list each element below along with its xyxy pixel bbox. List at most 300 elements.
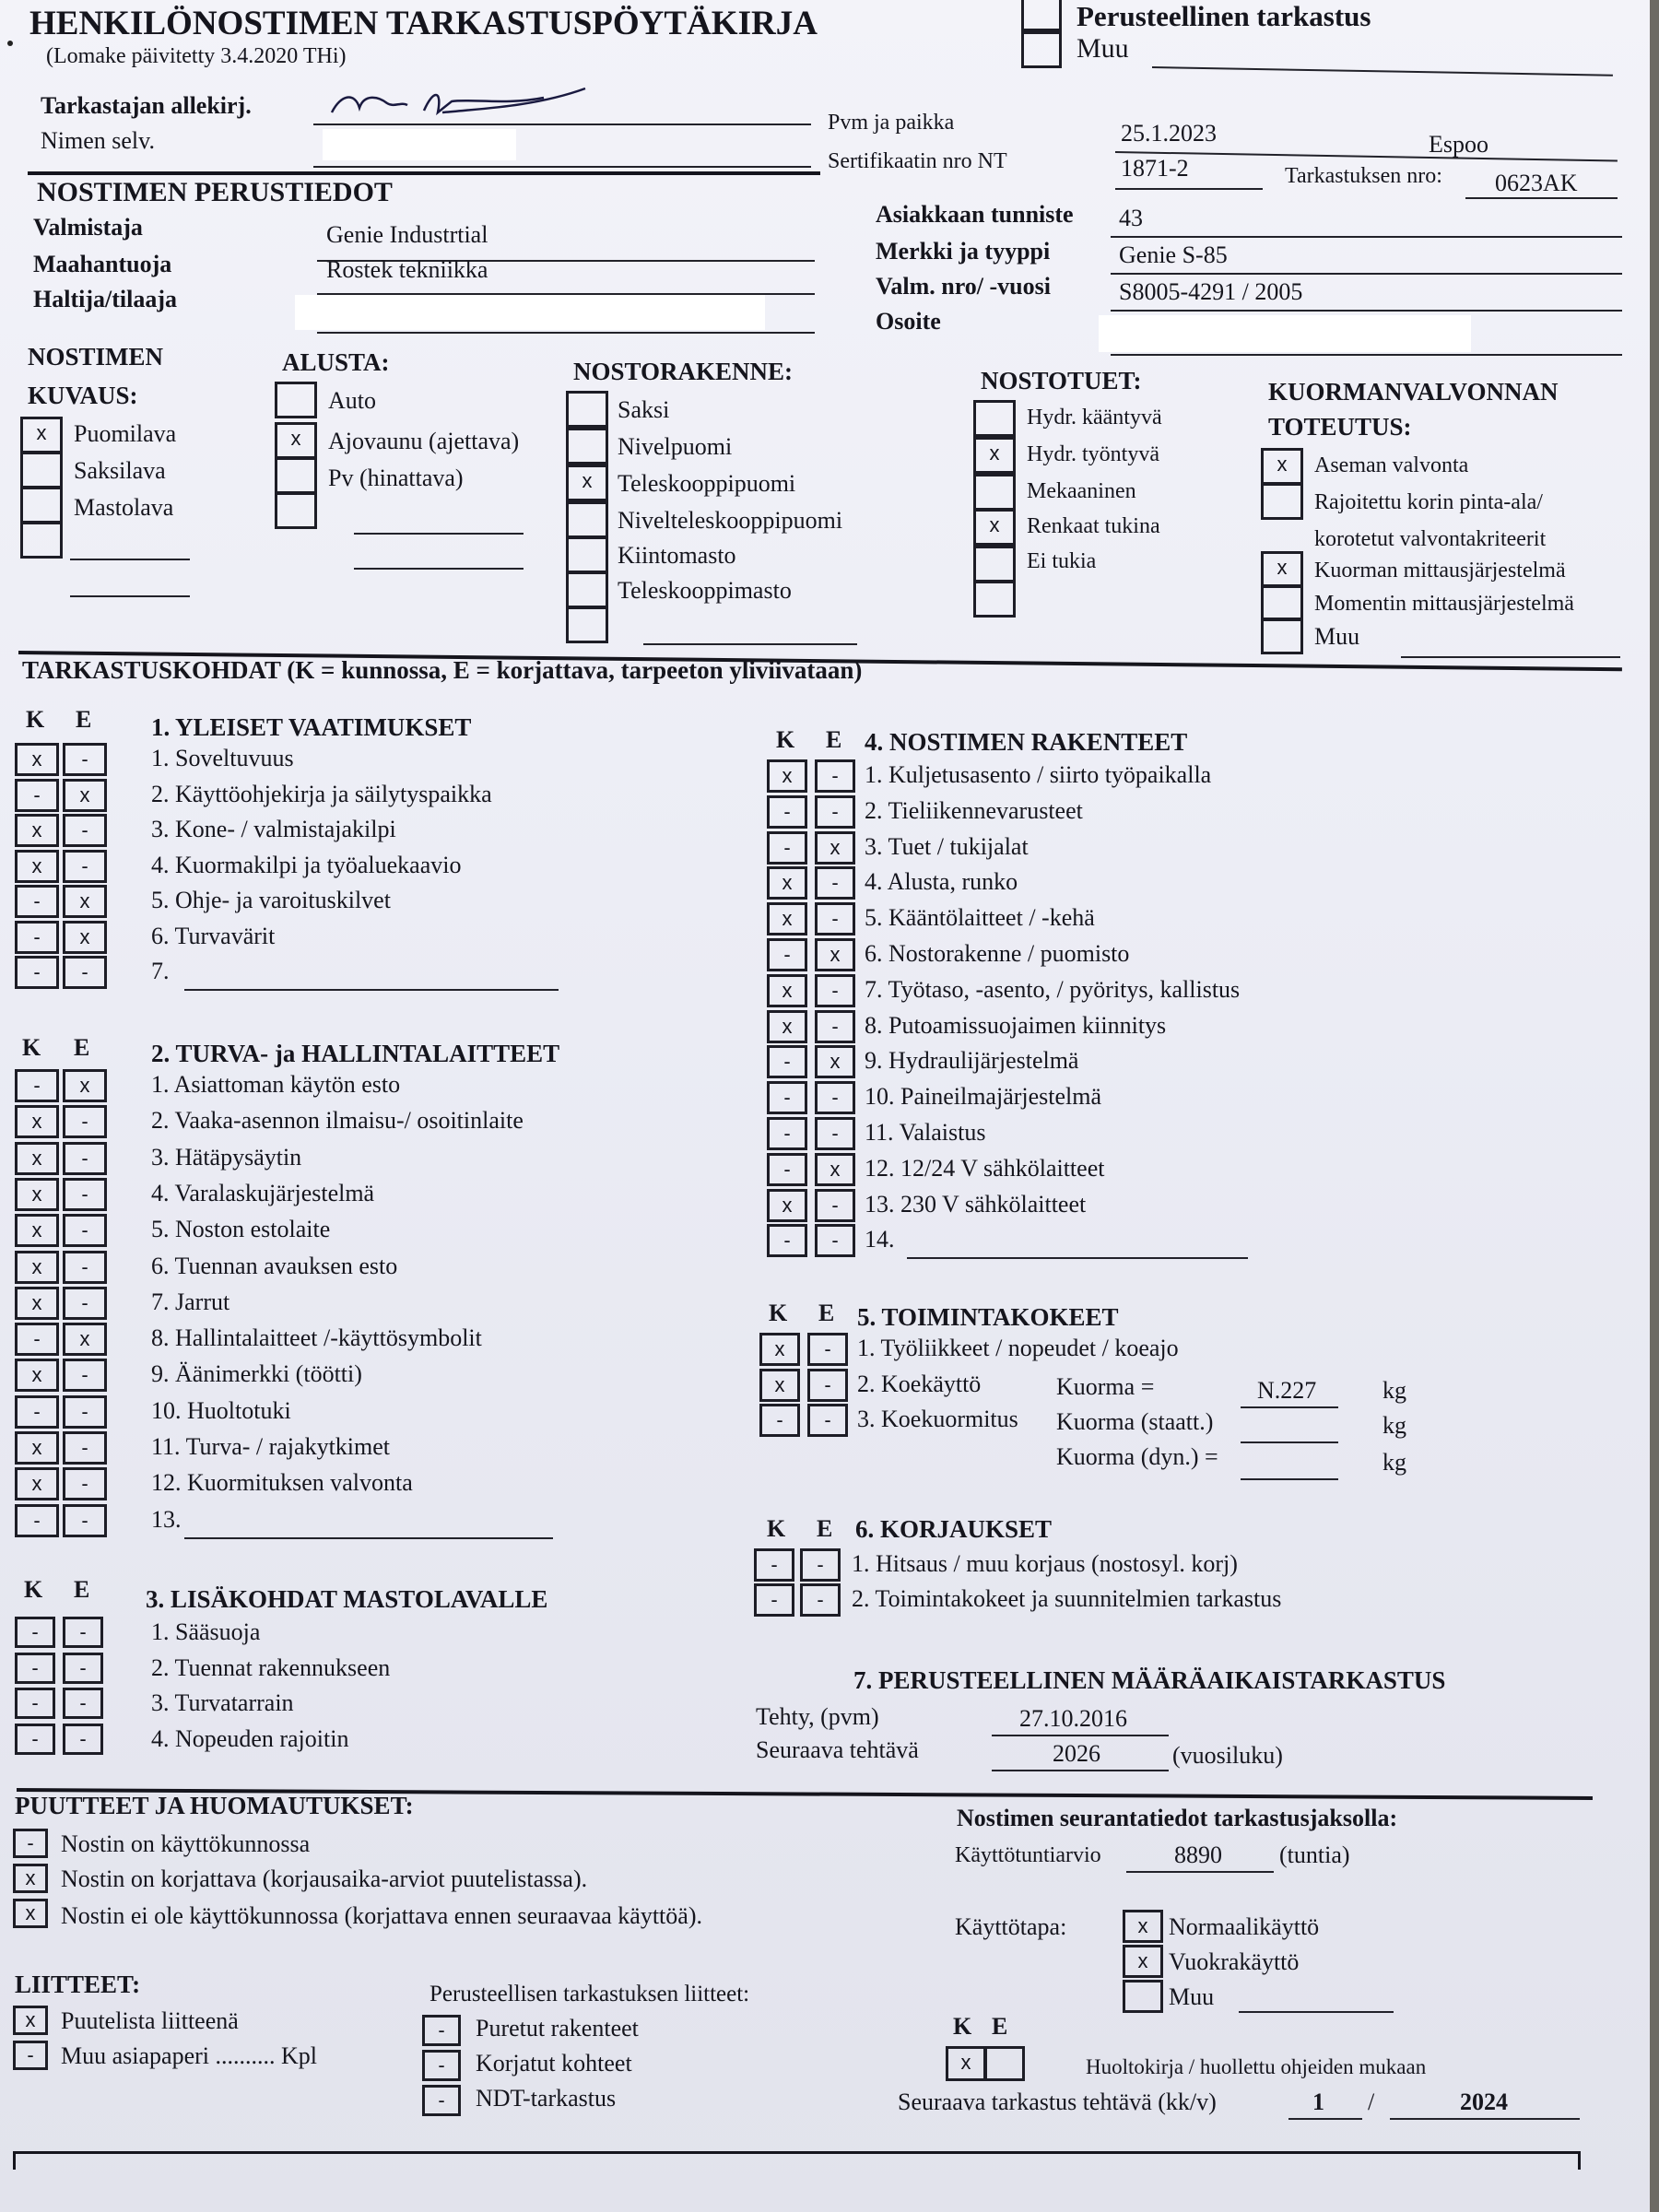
s2-item-1-e-checkbox[interactable]: x (63, 1069, 107, 1102)
desc-mast-label: Mastolava (74, 494, 174, 521)
bottom-divider (13, 2151, 1580, 2154)
nostorakenne-title: NOSTORAKENNE: (573, 358, 794, 385)
usage-other-label: Muu (1169, 1983, 1215, 2010)
s7-done-value: 27.10.2016 (1019, 1705, 1127, 1732)
s4-item-3-label: 3. Tuet / tukijalat (865, 832, 1029, 860)
s5-e-header: E (818, 1300, 835, 1326)
bottom-left-tick (13, 2151, 16, 2170)
structure-telescopic-mast-label: Teleskooppimasto (618, 577, 792, 604)
s1-k-header: K (26, 706, 45, 733)
s6-title: 6. KORJAUKSET (855, 1515, 1053, 1543)
s2-item-10-label: 10. Huoltotuki (151, 1396, 291, 1424)
attachments-title: LIITTEET: (15, 1971, 141, 1998)
s1-item-1-e-checkbox[interactable]: - (63, 743, 107, 776)
s4-item-12-e-checkbox[interactable]: x (815, 1153, 855, 1186)
s2-item-2-label: 2. Vaaka-asennon ilmaisu-/ osoitinlaite (151, 1107, 524, 1135)
structure-telescopic-checkbox[interactable]: x (566, 465, 608, 501)
s5-item-1-e-checkbox[interactable]: - (807, 1333, 848, 1366)
structure-scissor-checkbox[interactable] (566, 391, 608, 428)
moment-measuring-label: Momentin mittausjärjestelmä (1314, 592, 1574, 616)
s5-item-2-e-checkbox[interactable]: - (807, 1369, 848, 1402)
serial-label: Valm. nro/ -vuosi (876, 273, 1051, 300)
s2-item-3-label: 3. Hätäpysäytin (151, 1143, 302, 1171)
load2-label: Kuorma (staatt.) (1056, 1408, 1214, 1435)
s2-item-2-e-checkbox[interactable]: - (63, 1105, 107, 1138)
description-title-1: NOSTIMEN (28, 343, 164, 371)
s4-item-8-k-checkbox[interactable]: x (767, 1010, 807, 1043)
s5-title: 5. TOIMINTAKOKEET (857, 1303, 1119, 1331)
s4-item-14-k-checkbox[interactable]: - (767, 1224, 807, 1257)
s6-item-1-label: 1. Hitsaus / muu korjaus (nostosyl. korj) (852, 1550, 1238, 1577)
s2-item-5-k-checkbox[interactable]: x (15, 1214, 59, 1247)
date-value: 25.1.2023 (1121, 120, 1217, 147)
load-other-line (1401, 656, 1620, 658)
structure-articulated-checkbox[interactable] (566, 428, 608, 465)
s4-blank-line (907, 1257, 1248, 1259)
alusta-drivable-checkbox[interactable]: x (275, 422, 317, 459)
owner-label: Haltija/tilaaja (33, 286, 177, 312)
name-line (313, 166, 811, 168)
remark-unusable-checkbox[interactable]: x (13, 1899, 48, 1928)
desc-other-line-2 (70, 595, 190, 597)
s2-item-10-k-checkbox[interactable]: - (15, 1395, 59, 1429)
support-none-label: Ei tukia (1027, 549, 1097, 573)
nostotuet-title: NOSTOTUET: (981, 367, 1142, 394)
thorough-repaired-label: Korjatut kohteet (476, 2050, 632, 2077)
s4-item-6-e-checkbox[interactable]: x (815, 938, 855, 971)
s1-item-3-label: 3. Kone- / valmistajakilpi (151, 816, 396, 842)
structure-articulated-telescopic-label: Nivelteleskooppipuomi (618, 507, 843, 534)
certificate-value: 1871-2 (1121, 155, 1189, 182)
service-k-header: K (953, 2013, 972, 2040)
s5-item-3-k-checkbox[interactable]: - (759, 1404, 800, 1437)
owner-line (317, 332, 815, 334)
make-type-value: Genie S-85 (1119, 241, 1228, 268)
s4-item-10-k-checkbox[interactable]: - (767, 1081, 807, 1114)
s1-item-1-k-checkbox[interactable]: x (15, 743, 59, 776)
remark-usable-checkbox[interactable]: - (13, 1829, 48, 1858)
s2-item-4-e-checkbox[interactable]: - (63, 1178, 107, 1211)
s2-item-4-label: 4. Varalaskujärjestelmä (151, 1179, 375, 1206)
s4-item-2-e-checkbox[interactable]: - (815, 795, 855, 829)
manufacturer-value: Genie Industrtial (326, 221, 488, 248)
s2-item-11-label: 11. Turva- / rajakytkimet (151, 1433, 391, 1460)
support-none-checkbox[interactable] (973, 546, 1016, 582)
load-restricted-checkbox[interactable] (1261, 483, 1303, 520)
bottom-right-tick (1578, 2151, 1581, 2170)
alusta-auto-label: Auto (328, 387, 376, 414)
s2-item-6-label: 6. Tuennan avauksen esto (151, 1252, 398, 1279)
s1-item-6-label: 6. Turvavärit (151, 922, 276, 949)
s2-item-1-label: 1. Asiattoman käytön esto (151, 1071, 401, 1098)
s2-item-12-k-checkbox[interactable]: x (15, 1467, 59, 1500)
s7-next-unit: (vuosiluku) (1172, 1742, 1283, 1769)
s4-item-9-k-checkbox[interactable]: - (767, 1045, 807, 1078)
s2-item-8-label: 8. Hallintalaitteet /-käyttösymbolit (151, 1324, 482, 1352)
s3-item-2-k-checkbox[interactable]: - (15, 1653, 55, 1684)
service-e-checkbox[interactable] (984, 2046, 1025, 2081)
s6-item-2-label: 2. Toimintakokeet ja suunnitelmien tarkastus (852, 1585, 1282, 1612)
s4-item-12-k-checkbox[interactable]: - (767, 1153, 807, 1186)
s3-item-2-label: 2. Tuennat rakennukseen (151, 1653, 391, 1681)
s7-next-value: 2026 (1053, 1740, 1100, 1767)
alusta-other-line-2 (354, 568, 524, 570)
type-other-checkbox[interactable] (1021, 31, 1062, 68)
usage-other-checkbox[interactable] (1123, 1980, 1163, 2013)
serial-line (1111, 310, 1622, 312)
load1-label: Kuorma = (1056, 1373, 1155, 1400)
attachment-defects-checkbox[interactable]: x (13, 2006, 48, 2035)
s4-item-11-label: 11. Valaistus (865, 1119, 986, 1146)
alusta-towed-label: Pv (hinattava) (328, 465, 464, 491)
structure-fixed-mast-checkbox[interactable] (566, 536, 608, 573)
s1-item-2-k-checkbox[interactable]: - (15, 779, 59, 812)
structure-articulated-telescopic-checkbox[interactable] (566, 501, 608, 538)
s4-title: 4. NOSTIMEN RAKENTEET (865, 728, 1188, 756)
s1-item-4-label: 4. Kuormakilpi ja työaluekaavio (151, 851, 462, 878)
s2-item-13-label: 13. (151, 1505, 182, 1533)
load-position-checkbox[interactable]: x (1261, 448, 1303, 485)
desc-boom-checkbox[interactable]: x (20, 417, 63, 453)
structure-scissor-label: Saksi (618, 396, 670, 423)
next-month-line (1288, 2118, 1362, 2120)
s1-item-3-e-checkbox[interactable]: - (63, 814, 107, 847)
support-hydr-extend-label: Hydr. työntyvä (1027, 442, 1159, 466)
hours-label: Käyttötuntiarvio (955, 1843, 1101, 1867)
desc-boom-label: Puomilava (74, 420, 177, 447)
s4-item-12-label: 12. 12/24 V sähkölaitteet (865, 1154, 1105, 1182)
owner-redaction (295, 295, 765, 330)
description-title-2: KUVAUS: (28, 382, 138, 409)
desc-scissor-label: Saksilava (74, 457, 166, 484)
s4-item-1-e-checkbox[interactable]: - (815, 759, 855, 793)
type-thorough-checkbox[interactable] (1021, 0, 1062, 31)
form-title: HENKILÖNOSTIMEN TARKASTUSPÖYTÄKIRJA (29, 5, 818, 42)
remark-repair-label: Nostin on korjattava (korjausaika-arviot puutelistassa). (61, 1865, 588, 1892)
thorough-ndt-checkbox[interactable]: - (422, 2085, 461, 2116)
s2-item-5-e-checkbox[interactable]: - (63, 1214, 107, 1247)
attachment-defects-label: Puutelista liitteenä (61, 2007, 239, 2034)
load1-unit: kg (1382, 1377, 1406, 1404)
s7-next-line (992, 1770, 1169, 1771)
s4-item-5-e-checkbox[interactable]: - (815, 902, 855, 935)
s1-item-6-e-checkbox[interactable]: x (63, 921, 107, 954)
s5-item-3-label: 3. Koekuormitus (857, 1406, 1018, 1432)
usage-other-line (1239, 2011, 1394, 2013)
desc-other-line-1 (70, 559, 190, 560)
s1-item-3-k-checkbox[interactable]: x (15, 814, 59, 847)
s1-item-5-k-checkbox[interactable]: - (15, 885, 59, 918)
s1-item-5-e-checkbox[interactable]: x (63, 885, 107, 918)
usage-normal-checkbox[interactable]: x (1123, 1910, 1163, 1943)
next-inspection-label: Seuraava tarkastus tehtävä (kk/v) (898, 2088, 1217, 2115)
support-wheels-checkbox[interactable]: x (973, 509, 1016, 546)
s4-k-header: K (776, 726, 795, 753)
s2-item-3-k-checkbox[interactable]: x (15, 1142, 59, 1175)
address-label: Osoite (876, 308, 941, 335)
s4-item-3-e-checkbox[interactable]: x (815, 831, 855, 865)
s2-item-7-k-checkbox[interactable]: x (15, 1287, 59, 1320)
type-other-label: Muu (1077, 33, 1129, 64)
s3-item-3-e-checkbox[interactable]: - (63, 1688, 103, 1719)
s4-item-7-k-checkbox[interactable]: x (767, 974, 807, 1007)
s5-item-1-label: 1. Työliikkeet / nopeudet / koeajo (857, 1335, 1179, 1361)
basic-info-title: NOSTIMEN PERUSTIEDOT (37, 177, 393, 207)
type-thorough-label: Perusteellinen tarkastus (1077, 0, 1371, 32)
desc-other-checkbox[interactable] (20, 522, 63, 559)
certificate-line (1115, 188, 1263, 190)
load-other-checkbox[interactable] (1261, 618, 1303, 654)
s4-item-9-label: 9. Hydraulijärjestelmä (865, 1047, 1079, 1075)
s2-item-13-k-checkbox[interactable]: - (15, 1504, 59, 1537)
s7-title: 7. PERUSTEELLINEN MÄÄRÄAIKAISTARKASTUS (853, 1666, 1446, 1694)
attachment-other-checkbox[interactable]: - (13, 2041, 48, 2070)
s3-item-3-label: 3. Turvatarrain (151, 1689, 294, 1716)
s2-item-6-e-checkbox[interactable]: - (63, 1251, 107, 1284)
usage-rental-label: Vuokrakäyttö (1169, 1948, 1300, 1975)
place-value: Espoo (1429, 131, 1488, 158)
alusta-other-checkbox[interactable] (275, 492, 317, 529)
alusta-auto-checkbox[interactable] (275, 382, 317, 418)
desc-mast-checkbox[interactable] (20, 487, 63, 524)
s4-item-1-label: 1. Kuljetusasento / siirto työpaikalla (865, 761, 1212, 788)
s2-item-11-k-checkbox[interactable]: x (15, 1431, 59, 1465)
s1-item-2-label: 2. Käyttöohjekirja ja säilytyspaikka (151, 780, 492, 807)
support-hydr-extend-checkbox[interactable]: x (973, 437, 1016, 474)
alusta-towed-checkbox[interactable] (275, 457, 317, 494)
importer-value: Rostek tekniikka (326, 256, 488, 283)
s3-item-4-label: 4. Nopeuden rajoitin (151, 1724, 349, 1752)
s7-done-line (992, 1735, 1169, 1736)
next-inspection-slash: / (1368, 2088, 1375, 2115)
make-type-label: Merkki ja tyyppi (876, 238, 1051, 265)
s2-item-2-k-checkbox[interactable]: x (15, 1105, 59, 1138)
s4-item-8-e-checkbox[interactable]: - (815, 1010, 855, 1043)
next-inspection-year: 2024 (1460, 2088, 1508, 2115)
tracking-title: Nostimen seurantatiedot tarkastusjaksolla: (957, 1805, 1398, 1831)
thorough-dismantled-label: Puretut rakenteet (476, 2015, 639, 2041)
service-label: Huoltokirja / huollettu ohjeiden mukaan (1086, 2055, 1427, 2078)
importer-label: Maahantuoja (33, 251, 172, 277)
inspection-no-value: 0623AK (1495, 170, 1578, 196)
usage-normal-label: Normaalikäyttö (1169, 1913, 1320, 1940)
s4-item-11-e-checkbox[interactable]: - (815, 1117, 855, 1150)
s6-item-1-e-checkbox[interactable]: - (800, 1548, 841, 1582)
s3-item-4-k-checkbox[interactable]: - (15, 1724, 55, 1755)
attachment-other-label: Muu asiapaperi .......... Kpl (61, 2042, 318, 2069)
s4-item-6-label: 6. Nostorakenne / puomisto (865, 940, 1130, 967)
load-measuring-checkbox[interactable]: x (1261, 551, 1303, 588)
s4-item-14-e-checkbox[interactable]: - (815, 1224, 855, 1257)
customer-id-line (1111, 236, 1622, 238)
s4-item-5-k-checkbox[interactable]: x (767, 902, 807, 935)
hours-value: 8890 (1174, 1841, 1222, 1868)
customer-id-label: Asiakkaan tunniste (876, 201, 1074, 228)
thorough-dismantled-checkbox[interactable]: - (422, 2015, 461, 2046)
s6-item-2-k-checkbox[interactable]: - (754, 1583, 794, 1617)
address-redaction (1099, 315, 1471, 352)
s7-done-label: Tehty, (pvm) (756, 1703, 879, 1730)
s4-item-9-e-checkbox[interactable]: x (815, 1045, 855, 1078)
s4-item-14-label: 14. (865, 1226, 895, 1253)
load-monitoring-title-1: KUORMANVALVONNAN (1268, 378, 1559, 406)
date-place-label: Pvm ja paikka (828, 111, 955, 135)
structure-telescopic-mast-checkbox[interactable] (566, 571, 608, 608)
hours-unit: (tuntia) (1279, 1841, 1350, 1868)
s2-item-5-label: 5. Noston estolaite (151, 1216, 331, 1243)
s2-item-4-k-checkbox[interactable]: x (15, 1178, 59, 1211)
remark-usable-label: Nostin on käyttökunnossa (61, 1830, 311, 1857)
load1-line (1241, 1406, 1338, 1408)
s2-item-10-e-checkbox[interactable]: - (63, 1395, 107, 1429)
usage-rental-checkbox[interactable]: x (1123, 1945, 1163, 1978)
inspection-no-label: Tarkastuksen nro: (1285, 164, 1442, 188)
s4-item-6-k-checkbox[interactable]: - (767, 938, 807, 971)
remark-repair-checkbox[interactable]: x (13, 1864, 48, 1893)
s5-item-2-label: 2. Koekäyttö (857, 1370, 982, 1397)
next-year-line (1390, 2118, 1580, 2120)
support-mechanical-checkbox[interactable] (973, 474, 1016, 511)
s1-item-6-k-checkbox[interactable]: - (15, 921, 59, 954)
s6-item-1-k-checkbox[interactable]: - (754, 1548, 794, 1582)
inspection-title: TARKASTUSKOHDAT (K = kunnossa, E = korjattava, tarpeeton yliviivataan) (22, 656, 863, 684)
header-divider (28, 171, 820, 175)
s7-next-label: Seuraava tehtävä (756, 1736, 919, 1763)
s1-item-5-label: 5. Ohje- ja varoituskilvet (151, 887, 391, 913)
s6-item-2-e-checkbox[interactable]: - (800, 1583, 841, 1617)
s2-item-12-label: 12. Kuormituksen valvonta (151, 1469, 413, 1497)
s4-item-3-k-checkbox[interactable]: - (767, 831, 807, 865)
load2-unit: kg (1382, 1412, 1406, 1439)
s4-item-13-k-checkbox[interactable]: x (767, 1189, 807, 1222)
s1-item-7-e-checkbox[interactable]: - (63, 956, 107, 989)
s2-item-11-e-checkbox[interactable]: - (63, 1431, 107, 1465)
moment-measuring-checkbox[interactable] (1261, 584, 1303, 621)
s3-item-1-label: 1. Sääsuoja (151, 1618, 261, 1645)
s1-title: 1. YLEISET VAATIMUKSET (151, 713, 472, 741)
thorough-repaired-checkbox[interactable]: - (422, 2050, 461, 2081)
s4-item-7-e-checkbox[interactable]: - (815, 974, 855, 1007)
alusta-other-line-1 (354, 533, 524, 535)
signature-line (313, 124, 811, 125)
s6-k-header: K (767, 1515, 786, 1542)
s2-item-8-k-checkbox[interactable]: - (15, 1323, 59, 1356)
load-measuring-label: Kuorman mittausjärjestelmä (1314, 559, 1566, 582)
s4-e-header: E (826, 726, 842, 753)
customer-id-value: 43 (1119, 205, 1143, 231)
s3-item-3-k-checkbox[interactable]: - (15, 1688, 55, 1719)
s5-k-header: K (769, 1300, 788, 1326)
next-inspection-month: 1 (1312, 2088, 1324, 2115)
structure-telescopic-label: Teleskooppipuomi (618, 470, 796, 497)
s1-item-4-k-checkbox[interactable]: x (15, 850, 59, 883)
s2-item-12-e-checkbox[interactable]: - (63, 1467, 107, 1500)
s2-item-3-e-checkbox[interactable]: - (63, 1142, 107, 1175)
date-line (1115, 151, 1618, 162)
s1-item-4-e-checkbox[interactable]: - (63, 850, 107, 883)
s2-item-9-e-checkbox[interactable]: - (63, 1359, 107, 1392)
s2-e-header: E (74, 1034, 90, 1061)
s5-item-1-k-checkbox[interactable]: x (759, 1333, 800, 1366)
s3-item-4-e-checkbox[interactable]: - (63, 1724, 103, 1755)
s4-item-2-k-checkbox[interactable]: - (767, 795, 807, 829)
s5-item-2-k-checkbox[interactable]: x (759, 1369, 800, 1402)
address-line (1111, 354, 1622, 356)
s5-item-3-e-checkbox[interactable]: - (807, 1404, 848, 1437)
s6-e-header: E (817, 1515, 833, 1542)
remark-unusable-label: Nostin ei ole käyttökunnossa (korjattava ennen seuraavaa käyttöä). (61, 1902, 702, 1929)
s1-e-header: E (76, 706, 92, 733)
s1-blank-line (184, 989, 559, 991)
hours-line (1126, 1871, 1274, 1873)
s2-item-9-k-checkbox[interactable]: x (15, 1359, 59, 1392)
service-k-checkbox[interactable]: x (946, 2046, 986, 2081)
inspection-no-line (1465, 197, 1618, 199)
s1-item-7-label: 7. (151, 958, 170, 984)
s4-item-2-label: 2. Tieliikennevarusteet (865, 796, 1083, 824)
s2-title: 2. TURVA- ja HALLINTALAITTEET (151, 1040, 560, 1067)
s3-item-1-k-checkbox[interactable]: - (15, 1617, 55, 1648)
s2-item-7-e-checkbox[interactable]: - (63, 1287, 107, 1320)
s4-item-10-e-checkbox[interactable]: - (815, 1081, 855, 1114)
s2-item-13-e-checkbox[interactable]: - (63, 1504, 107, 1537)
make-type-line (1111, 273, 1622, 275)
load-monitoring-title-2: TOTEUTUS: (1268, 413, 1412, 441)
support-hydr-swing-checkbox[interactable] (973, 400, 1016, 437)
load-restricted-label: Rajoitettu korin pinta-ala/ (1314, 490, 1543, 514)
s4-item-5-label: 5. Kääntölaitteet / -kehä (865, 904, 1095, 932)
s4-item-13-e-checkbox[interactable]: - (815, 1189, 855, 1222)
s3-item-1-e-checkbox[interactable]: - (63, 1617, 103, 1648)
s4-item-4-e-checkbox[interactable]: - (815, 866, 855, 900)
s3-item-2-e-checkbox[interactable]: - (63, 1653, 103, 1684)
form-subtitle: (Lomake päivitetty 3.4.2020 THi) (46, 44, 347, 68)
s2-item-8-e-checkbox[interactable]: x (63, 1323, 107, 1356)
support-extra-checkbox[interactable] (973, 581, 1016, 618)
support-wheels-label: Renkaat tukina (1027, 514, 1160, 538)
name-redaction (323, 129, 516, 160)
s2-item-1-k-checkbox[interactable]: - (15, 1069, 59, 1102)
support-hydr-swing-label: Hydr. kääntyvä (1027, 406, 1162, 429)
s4-item-11-k-checkbox[interactable]: - (767, 1117, 807, 1150)
s1-item-7-k-checkbox[interactable]: - (15, 956, 59, 989)
s4-item-1-k-checkbox[interactable]: x (767, 759, 807, 793)
signature-image (323, 85, 599, 122)
service-e-header: E (992, 2013, 1008, 2040)
s4-item-4-k-checkbox[interactable]: x (767, 866, 807, 900)
certificate-label: Sertifikaatin nro NT (828, 149, 1007, 173)
thorough-attachments-title: Perusteellisen tarkastuksen liitteet: (429, 1982, 750, 2006)
s3-k-header: K (24, 1576, 43, 1603)
structure-articulated-label: Nivelpuomi (618, 433, 733, 460)
s4-item-13-label: 13. 230 V sähkölaitteet (865, 1190, 1087, 1218)
photo-edge (1650, 0, 1659, 2212)
thorough-ndt-label: NDT-tarkastus (476, 2085, 617, 2112)
s2-item-6-k-checkbox[interactable]: x (15, 1251, 59, 1284)
desc-scissor-checkbox[interactable] (20, 452, 63, 488)
load-restricted-label-2: korotetut valvontakriteerit (1314, 527, 1547, 551)
load1-value: N.227 (1257, 1377, 1317, 1404)
s2-item-7-label: 7. Jarrut (151, 1288, 230, 1315)
name-label: Nimen selv. (41, 127, 155, 154)
s2-k-header: K (22, 1034, 41, 1061)
support-mechanical-label: Mekaaninen (1027, 479, 1136, 503)
structure-other-checkbox[interactable] (566, 606, 608, 643)
load3-line (1241, 1478, 1338, 1480)
signature-label: Tarkastajan allekirj. (41, 92, 252, 119)
s1-item-2-e-checkbox[interactable]: x (63, 779, 107, 812)
s2-item-9-label: 9. Äänimerkki (töötti) (151, 1360, 362, 1388)
